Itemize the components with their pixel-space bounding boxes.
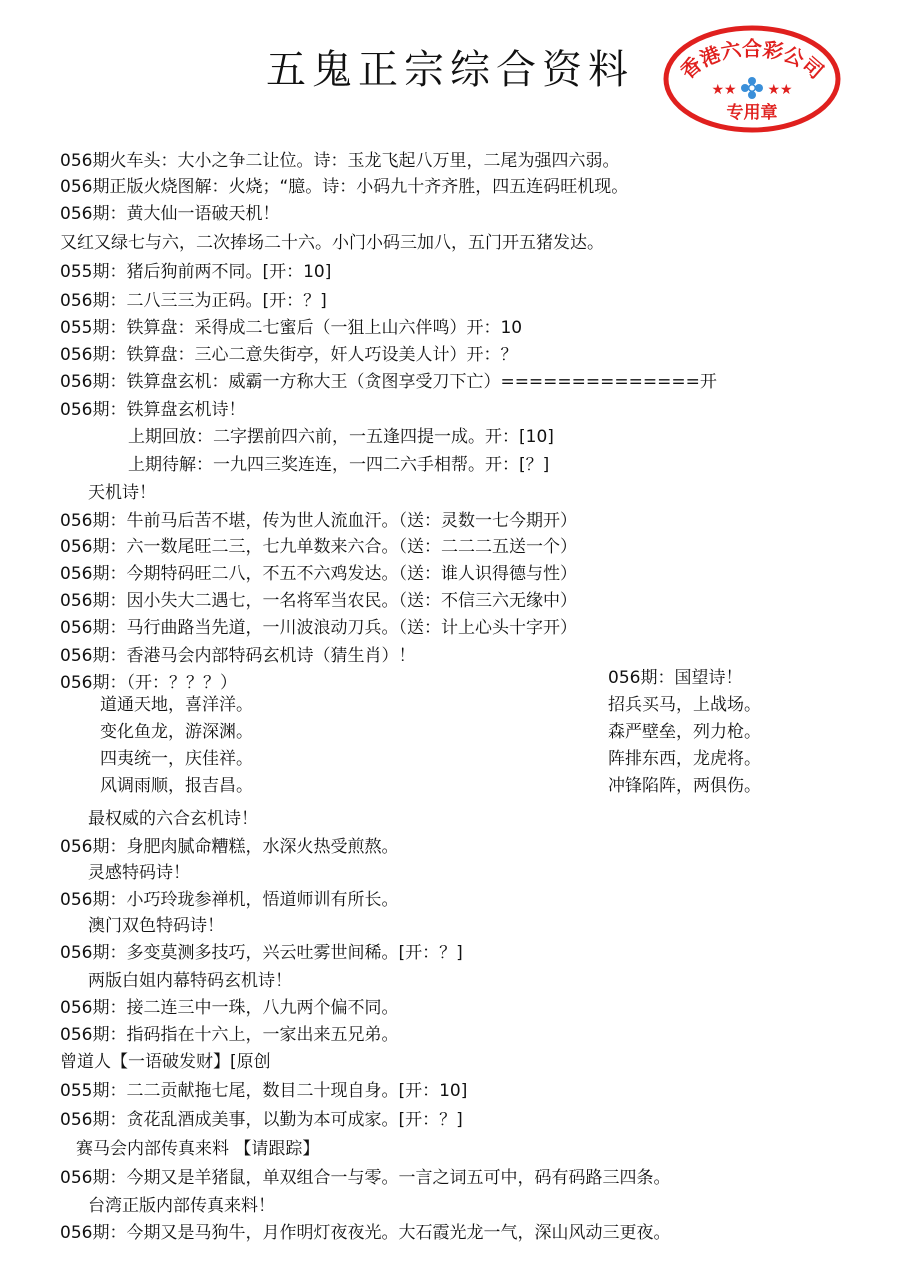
text-line: 又红又绿七与六，二次捧场二十六。小门小码三加八，五门开五猪发达。	[60, 233, 604, 253]
section-heading: 灵感特码诗！	[88, 863, 190, 883]
stamp-stars-left: ★★	[711, 82, 737, 98]
text-line: 056期：（开：？？？）	[60, 673, 237, 693]
poem-line: 招兵买马，上战场。	[608, 695, 761, 715]
text-line: 上期待解：一九四三奖连连，一四二六手相帮。开：[？]	[128, 455, 550, 475]
text-line: 056期：铁算盘玄机：威霸一方称大王（贪图享受刀下亡）==============开	[60, 372, 717, 392]
text-line: 056期：今期又是马狗牛，月作明灯夜夜光。大石霞光龙一气，深山风动三更夜。	[60, 1223, 671, 1243]
poem-line: 阵排东西，龙虎将。	[608, 749, 761, 769]
text-line: 056期：因小失大二遇七，一名将军当农民。（送：不信三六无缘中）	[60, 591, 577, 611]
poem-line: 四夷统一，庆佳祥。	[100, 749, 253, 769]
text-line: 055期：铁算盘：采得成二七蜜后（一狙上山六伴鸣）开：10	[60, 318, 523, 338]
text-line: 055期：猪后狗前两不同。[开：10]	[60, 262, 332, 282]
text-line: 056期：铁算盘：三心二意失街亭，奸人巧设美人计）开：？	[60, 345, 518, 365]
text-line: 056期正版火烧图解：火烧；“臆。诗：小码九十齐齐胜，四五连码旺机现。	[60, 177, 629, 197]
stamp-stars-right: ★★	[767, 82, 793, 98]
section-heading: 两版白姐内幕特码玄机诗！	[88, 971, 292, 991]
text-line: 056期：接二连三中一珠，八九两个偏不同。	[60, 998, 399, 1018]
company-stamp	[662, 24, 842, 134]
poem-line: 变化鱼龙，游深渊。	[100, 722, 253, 742]
section-heading: 天机诗！	[88, 483, 156, 503]
poem-right-title: 056期：国望诗！	[608, 668, 743, 688]
text-line: 056期：多变莫测多技巧，兴云吐雾世间稀。[开：？]	[60, 943, 463, 963]
poem-line: 风调雨顺，报吉昌。	[100, 776, 253, 796]
text-line: 056期：马行曲路当先道，一川波浪动刀兵。（送：计上心头十字开）	[60, 618, 577, 638]
text-line: 056期：小巧玲珑参禅机，悟道师训有所长。	[60, 890, 399, 910]
section-heading: 澳门双色特码诗！	[88, 916, 224, 936]
text-line: 056期：香港马会内部特码玄机诗（猜生肖）！	[60, 646, 416, 666]
stamp-text-bottom: 专用章	[726, 103, 778, 123]
stamp-text-top: 香港六合彩公司	[675, 36, 829, 84]
text-line: 056期：身肥肉腻命糟糕，水深火热受煎熬。	[60, 837, 399, 857]
text-line: 055期：二二贡献拖七尾，数目二十现自身。[开：10]	[60, 1081, 468, 1101]
text-line: 056期：黄大仙一语破天机！	[60, 204, 280, 224]
svg-text:香港六合彩公司	[676, 37, 829, 84]
text-line: 056期火车头：大小之争二让位。诗：玉龙飞起八万里，二尾为强四六弱。	[60, 151, 620, 171]
text-line: 曾道人【一语破发财】[原创	[60, 1052, 271, 1072]
poem-left	[100, 692, 253, 800]
section-heading: 最权威的六合玄机诗！	[88, 809, 258, 829]
section-heading: 赛马会内部传真来料 【请跟踪】	[76, 1139, 320, 1159]
text-line: 056期：指码指在十六上，一家出来五兄弟。	[60, 1025, 399, 1045]
poem-line: 森严壁垒，列力枪。	[608, 722, 761, 742]
text-line: 056期：六一数尾旺二三，七九单数来六合。（送：二二二五送一个）	[60, 537, 577, 557]
page-title: 五鬼正宗综合资料	[266, 47, 634, 93]
text-line: 056期：今期又是羊猪鼠，单双组合一与零。一言之词五可中，码有码路三四条。	[60, 1168, 671, 1188]
section-heading: 台湾正版内部传真来料！	[88, 1196, 275, 1216]
text-line: 056期：二八三三为正码。[开：？]	[60, 291, 327, 311]
text-line: 上期回放：二字摆前四六前，一五逢四提一成。开：[10]	[128, 427, 554, 447]
poem-right	[608, 692, 761, 800]
flower-icon	[741, 77, 763, 99]
poem-line: 道通天地，喜洋洋。	[100, 695, 253, 715]
text-line: 056期：铁算盘玄机诗！	[60, 400, 246, 420]
poem-line: 冲锋陷阵，两俱伤。	[608, 776, 761, 796]
text-line: 056期：牛前马后苦不堪，传为世人流血汗。（送：灵数一七今期开）	[60, 511, 577, 531]
text-line: 056期：今期特码旺二八，不五不六鸡发达。（送：谁人识得德与性）	[60, 564, 577, 584]
text-line: 056期：贪花乱酒成美事，以勤为本可成家。[开：？]	[60, 1110, 463, 1130]
